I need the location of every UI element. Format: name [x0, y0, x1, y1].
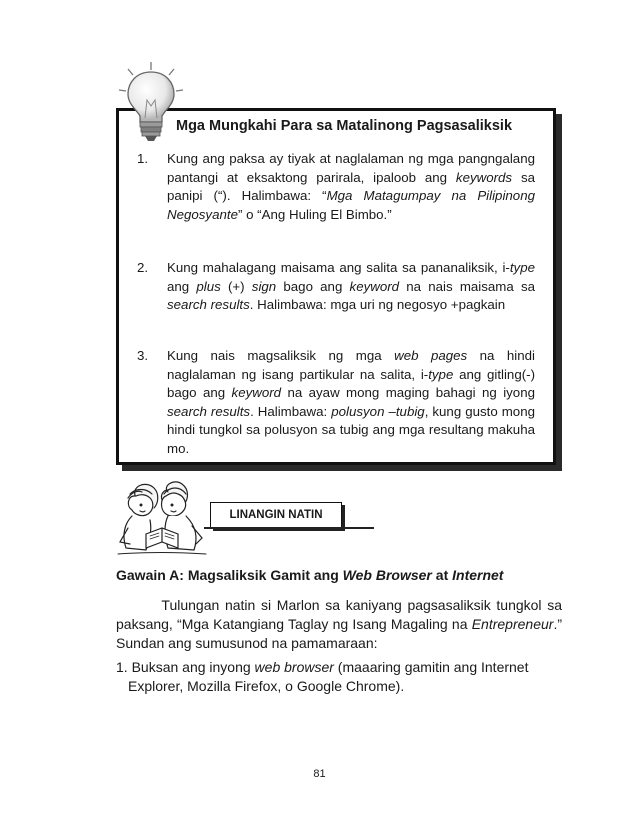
italic-text: Mga Matagumpay na Pilipinong Negosyante — [167, 188, 535, 222]
text-run: na ayaw mong maging bahagi ng iyong — [281, 385, 535, 401]
text-run: Kung mahalagang maisama ang salita sa pananaliksik, i- — [167, 260, 510, 275]
text-run: ang gitling(-) bago ang — [167, 366, 535, 401]
section-badge: LINANGIN NATIN — [210, 502, 342, 528]
italic-text: web browser — [254, 659, 334, 675]
text-run: (+) — [220, 278, 252, 294]
italic-text: Internet — [452, 567, 504, 583]
text-run: bago ang — [276, 278, 350, 294]
text-run: Tulungan natin si Marlon sa kaniyang pagsasaliksik tungkol sa paksang, “Mga Katangiang Taglay ng Isang Magaling na — [116, 597, 562, 632]
italic-text: polusyon –tubig — [331, 403, 425, 419]
tip-text — [167, 347, 535, 459]
text-run: ” o “Ang Huling El Bimbo.” — [237, 206, 392, 222]
text-run: . Halimbawa: mga uri ng negosyo +pagkain — [249, 297, 506, 313]
text-run: , kung gusto mong hindi tungkol sa polusyon sa tubig ang mga resultang makuha mo. — [167, 403, 535, 456]
text-run: sa panipi (“). Halimbawa: “ — [167, 169, 535, 204]
italic-text: Entrepreneur — [471, 616, 554, 632]
italic-text: keywords — [455, 169, 513, 185]
step-1-line-1 — [116, 659, 528, 675]
tip-text — [167, 259, 535, 315]
text-run: Kung ang paksa ay tiyak at naglalaman ng mga pangngalang pantangi at eksaktong parirala, ipaloob ang — [167, 151, 535, 185]
italic-text: web pages — [394, 348, 468, 363]
text-run: at — [431, 567, 453, 583]
tip-text — [167, 150, 535, 224]
italic-text: keyword — [231, 385, 282, 401]
text-run: na nais maisama sa — [399, 278, 535, 294]
tips-title: Mga Mungkahi Para sa Matalinong Pagsasaliksik — [176, 118, 513, 134]
text-run: . Halimbawa: — [250, 403, 332, 419]
text-run: Kung nais magsaliksik ng mga — [167, 348, 395, 363]
tip-number: 3. — [137, 348, 149, 363]
italic-text: type — [509, 260, 535, 275]
page-number: 81 — [313, 768, 326, 780]
badge-underline — [204, 527, 374, 529]
italic-text: plus — [196, 278, 221, 294]
tip-number: 1. — [137, 151, 149, 166]
text-run: 1. Buksan ang inyong — [116, 659, 255, 675]
activity-title — [116, 567, 503, 583]
activity-paragraph — [116, 596, 562, 653]
activity-step-1 — [116, 658, 562, 696]
text-run: Gawain A: Magsaliksik Gamit ang — [116, 567, 343, 583]
italic-text: sign — [251, 278, 277, 294]
text-run: ang — [167, 278, 197, 294]
text-run: .” Sundan ang sumusunod na pamamaraan: — [116, 616, 562, 651]
children-reading-illustration — [116, 478, 208, 558]
italic-text: keyword — [349, 278, 400, 294]
italic-text: search results — [167, 403, 251, 419]
italic-text: type — [428, 366, 454, 382]
text-run: na hindi naglalaman ng isang partikular na salita, i- — [167, 348, 535, 382]
italic-text: search results — [167, 297, 250, 313]
text-run: (maaaring gamitin ang Internet — [333, 659, 529, 675]
tip-number: 2. — [137, 260, 149, 275]
step-1-line-2: Explorer, Mozilla Firefox, o Google Chrome). — [128, 678, 405, 694]
italic-text: Web Browser — [342, 567, 432, 583]
